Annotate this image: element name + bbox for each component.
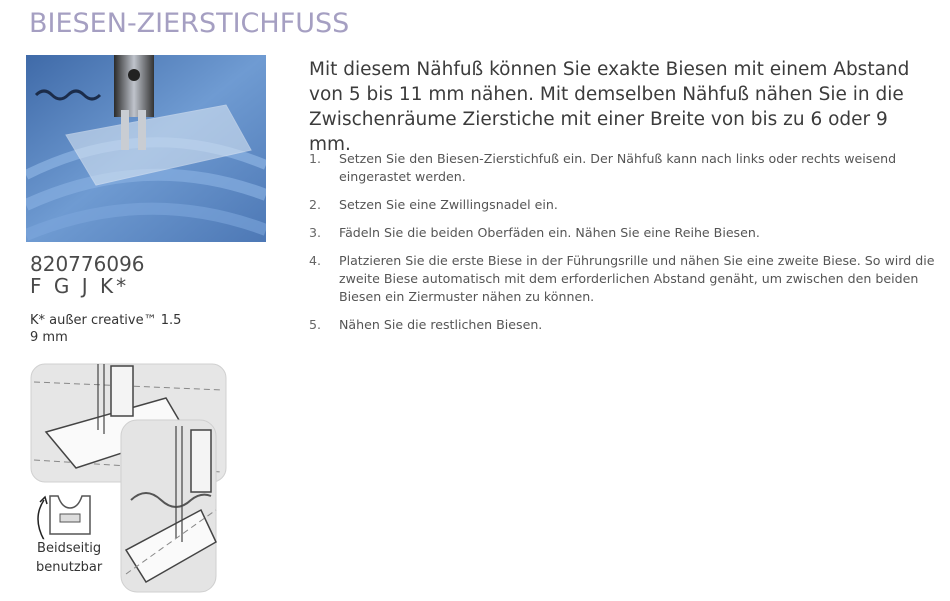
intro-paragraph: Mit diesem Nähfuß können Sie exakte Biesen mit einem Abstand von 5 bis 11 mm nähen. Mit demselben Nähfuß nähen Sie in die Zwischenräume Zierstiche mit einer Breite von bis zu 6 oder 9 mm. <box>309 59 910 155</box>
step-number: 1. <box>309 151 322 166</box>
step-text: Setzen Sie eine Zwillingsnadel ein. <box>339 197 558 212</box>
machine-letters: F G J K* <box>30 274 130 298</box>
article-number: 820776096 <box>30 252 145 276</box>
instruction-list <box>309 150 941 344</box>
step-number: 5. <box>309 317 322 332</box>
compatibility-note <box>30 312 181 346</box>
note-line-1: K* außer creative™ 1.5 <box>30 313 182 328</box>
list-item <box>309 196 941 214</box>
page-title: BIESEN-ZIERSTICHFUSS <box>29 8 350 39</box>
product-photo <box>26 55 266 242</box>
list-item <box>309 224 941 242</box>
step-number: 4. <box>309 253 322 268</box>
reversible-label <box>34 539 104 577</box>
list-item <box>309 150 941 186</box>
step-text: Setzen Sie den Biesen-Zierstichfuß ein. Der Nähfuß kann nach links oder rechts weisend eingerastet werden. <box>339 151 897 184</box>
step-text: Platzieren Sie die erste Biese in der Führungsrille und nähen Sie eine zweite Biese. So wird die zweite Biese automatisch mit dem erforderlichen Abstand genäht, um zwischen den beiden Biesen ein Ziermuster nähen zu können. <box>339 253 935 304</box>
note-line-2: 9 mm <box>30 330 68 345</box>
step-number: 2. <box>309 197 322 212</box>
step-text: Fädeln Sie die beiden Oberfäden ein. Nähen Sie eine Reihe Biesen. <box>339 225 760 240</box>
reversible-label-line-2: benutzbar <box>36 560 103 575</box>
list-item <box>309 252 941 306</box>
list-item <box>309 316 941 334</box>
step-text: Nähen Sie die restlichen Biesen. <box>339 317 543 332</box>
step-number: 3. <box>309 225 322 240</box>
product-code <box>30 253 145 297</box>
reversible-label-line-1: Beidseitig <box>37 541 102 556</box>
presser-foot-photo <box>26 55 266 242</box>
